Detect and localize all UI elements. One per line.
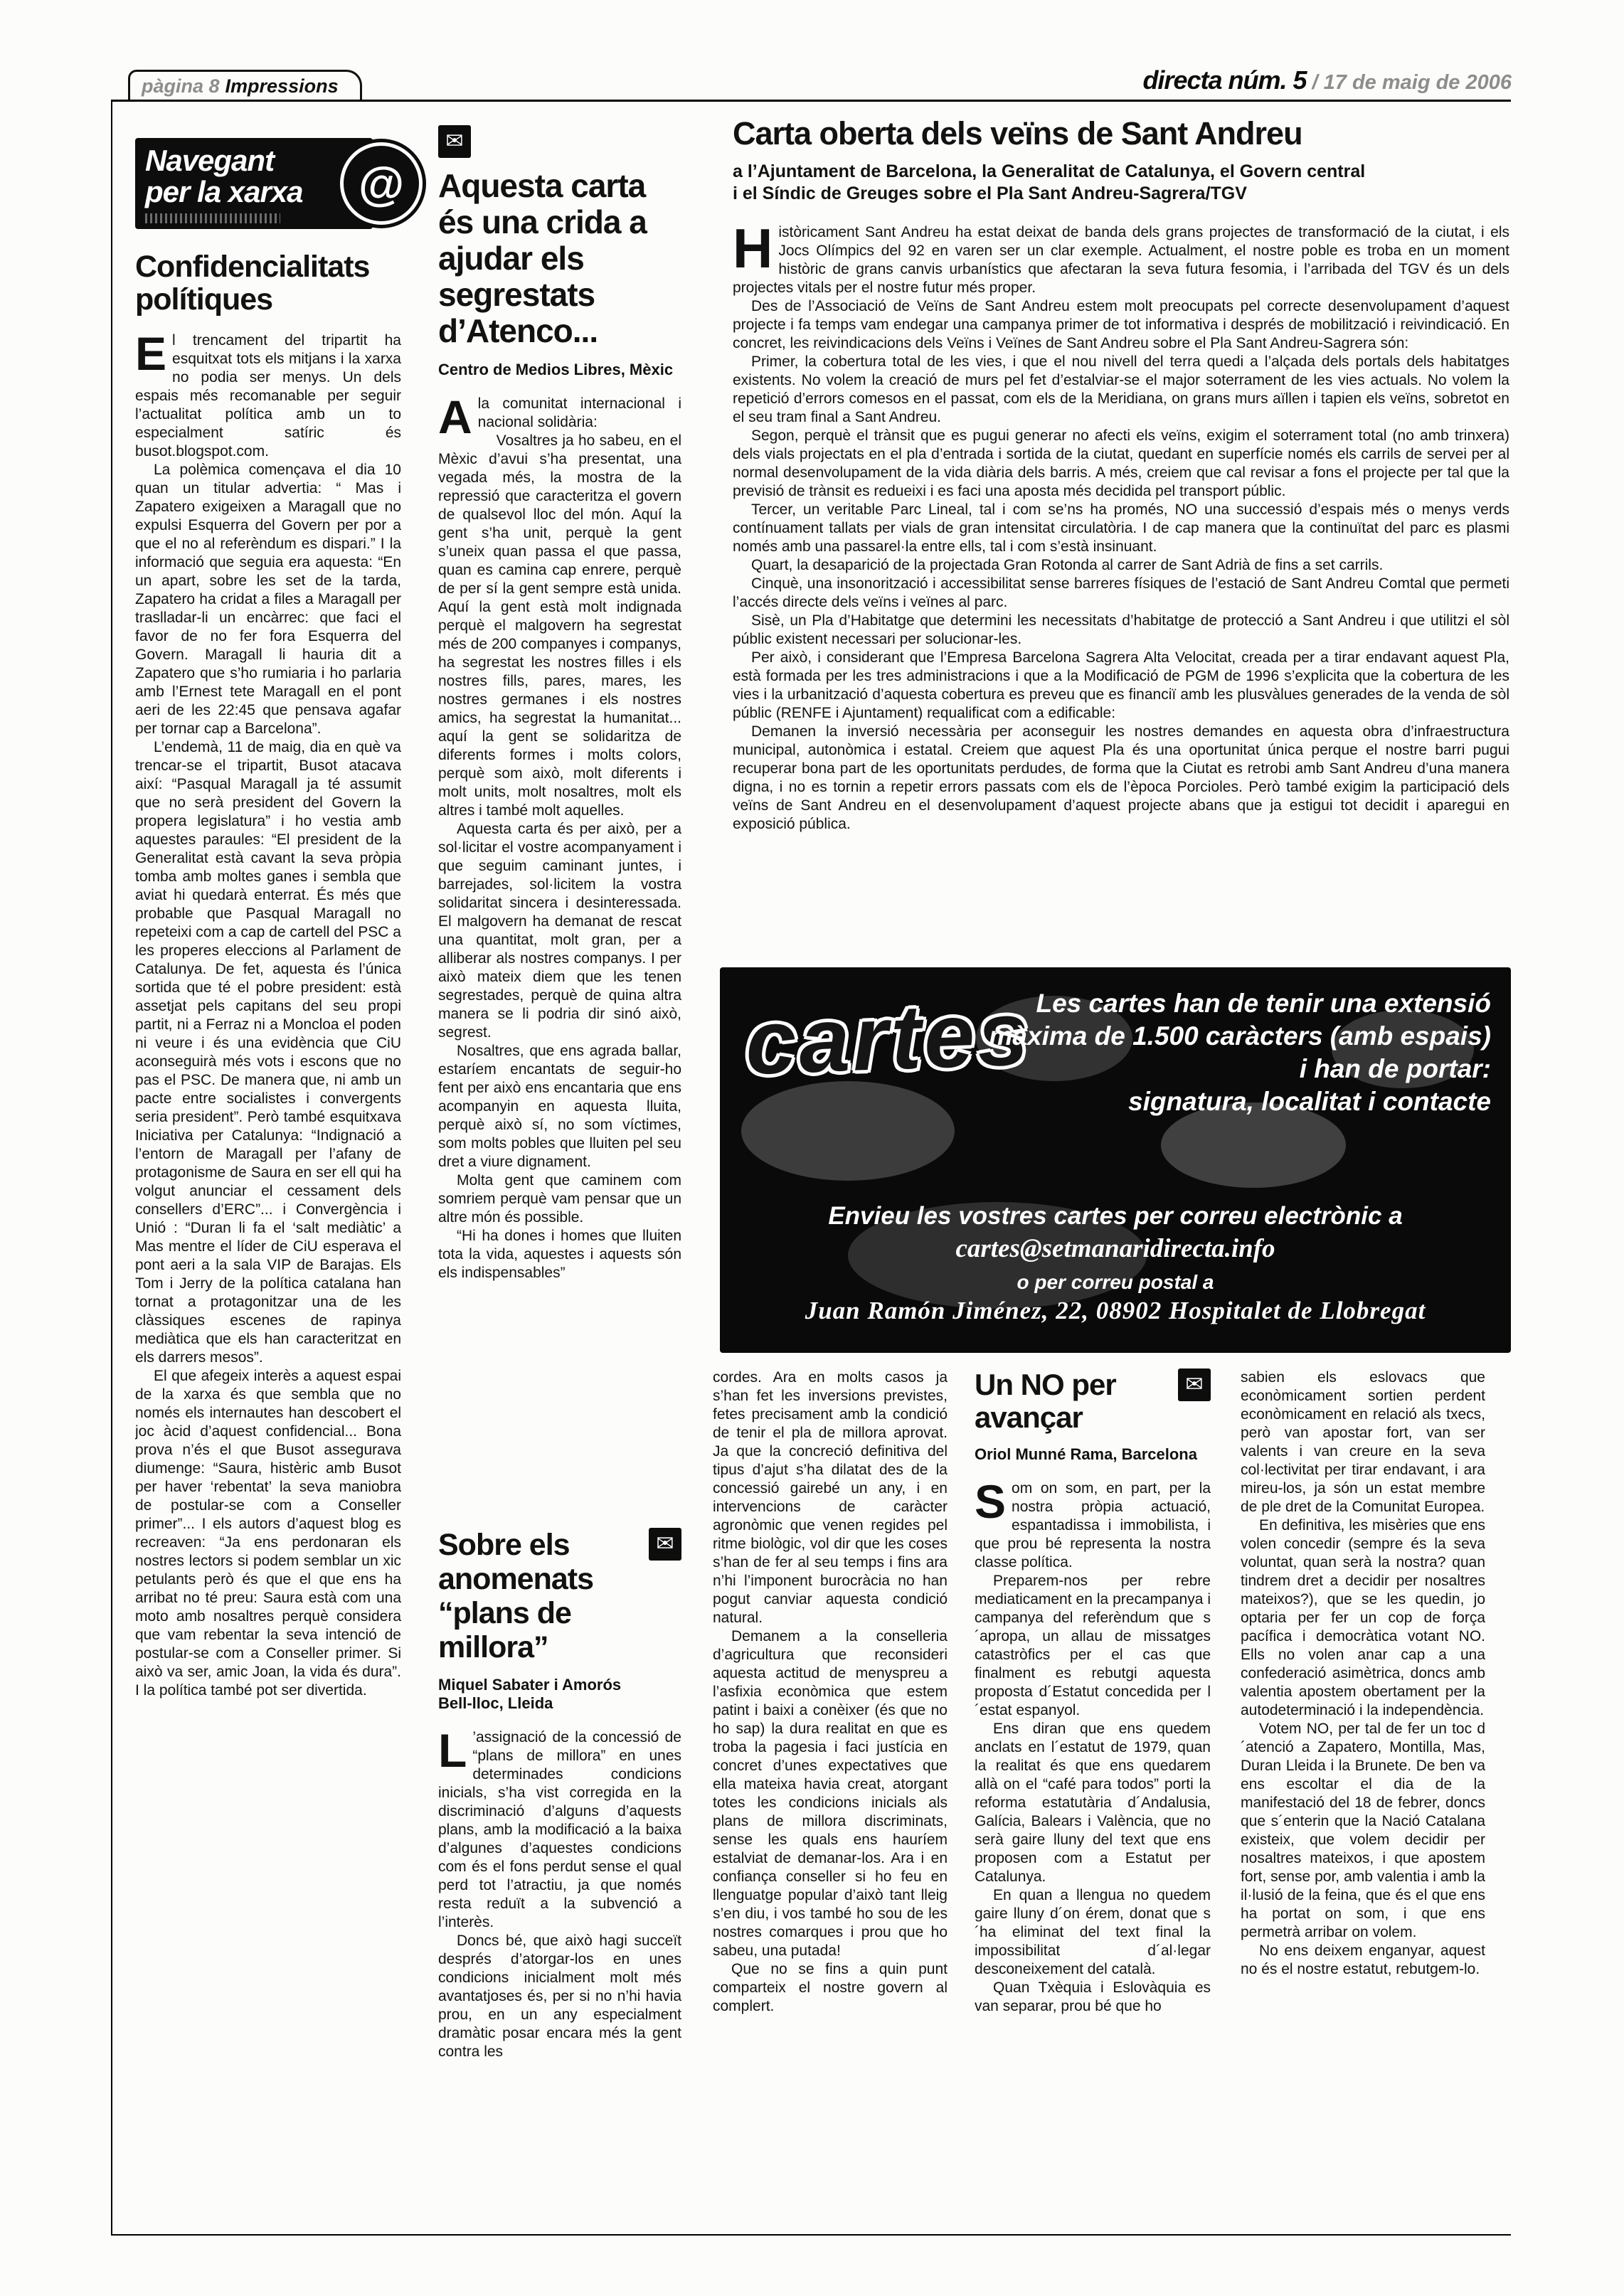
paragraph: Demanen la inversió necessària per aconseguir les nostres demandes en aquesta obra d’infraestructura municipal, autonòmica i estatal. Creiem que aquest Pla és una oportunitat única perque el nostre barri pugui recuperar bona part de les oportunitats perdudes, de forma que la Ciutat es retrobi amb Sant Andreu d’una manera digna, i no es tornin a repetir errors passats com els de l’època Porcioles. Però també exigim la participació dels veïns de Sant Andreu en el desenvolupament d’aquest projecte abans que ja estigui tot decidit i aparegui en exposició pública. — [733, 723, 1509, 832]
drop-cap: H — [733, 217, 773, 280]
subtitle-line2: i el Síndic de Greuges sobre el Pla Sant Andreu-Sagrera/TGV — [733, 184, 1247, 203]
article-plans-continuation — [713, 1368, 948, 2208]
paragraph: Preparem-nos per rebre mediaticament en la precampanya i campanya del referèndum que s´apropa, un allau de missatges catastròfics per el cas que finalment es rebutgi aquesta proposta d´Estatut concedida per l´estat espanyol. — [975, 1573, 1211, 1718]
paragraph: En quan a llengua no quedem gaire lluny d´on érem, donat que s´ha eliminat del text final la impossibilitat d´al·legar desconeixement del català. — [975, 1887, 1211, 1977]
paragraph: màxima de 1.500 caràcters (amb espais) — [989, 1021, 1491, 1051]
paragraph: Tercer, un veritable Parc Lineal, tal i com se’ns ha promés, NO una successió d’espais més o menys verds contínuament tallats per vials de gran intensitat circulatòria. I de cap manera que la continuïtat del parc es plasmi només amb una passarel·la entre ells, tal i com s’està insinuant. — [733, 501, 1509, 555]
paragraph: El que afegeix interès a aquest espai de la xarxa és que sembla que no només els internautes han descobert el joc àcid d’aquest confidencial... Bona prova n’és el que Busot assegurava diumenge: “Saura, histèric amb Busot per haver ‘rebentat’ la seva maniobra de postular-se com a Conseller primer”... I els autors d’aquest blog es recreaven: “Ja ens perdonaran els nostres lectors si podem semblar un xic petulants però és que el que ens ha arribat no té preu: Saura està com una moto amb nosaltres perquè considera que vam rebentar la seva intenció de postular-se com a Conseller primer. Si això va ser, amic Joan, la vida és dura”. I la política també pot ser divertida. — [135, 1368, 401, 1699]
article-body — [438, 1932, 681, 2061]
paragraph: Cinquè, una insonorització i accessibilitat sense barreres físiques de l’estació de Sant Andreu Comtal que permeti l’accés directe dels veïns i veïnes al parc. — [733, 575, 1509, 610]
subtitle-line1: a l’Ajuntament de Barcelona, la Generalitat de Catalunya, el Govern central — [733, 161, 1366, 181]
at-glyph: @ — [358, 157, 405, 210]
paragraph: Des de l’Associació de Veïns de Sant Andreu estem molt preocupats pel correcte desenvolupament d’aquest projecte i fa temps vam endegar una campanya primer de tot informativa i després de mobilització i reivindicació. En concret, les reivindicacions dels Veïns i Veïnes de Sant Andreu sobre el Pla Sant Andreu-Sagrera són: — [733, 298, 1509, 351]
paragraph: Aquesta carta és per això, per a sol·licitar el vostre acompanyament i que seguim caminant juntes, i barrejades, sol·licitem la vostra solidaritat sincera i desinteressada. El malgovern ha demanat de rescat una quantitat, molt gran, per a alliberar als nostres companys. I per això mateix diem que les tenen segrestades, perquè de quina altra manera se li podria dir sinó això, segrest. — [438, 821, 681, 1041]
paragraph: Primer, la cobertura total de les vies, i que el nou nivell del terra quedi a l’alçada dels portals dels habitatges existents. No volem la creació de murs pel fet d’estalviar-se el major soterrament de les vies actuals. No volem la repetició d’errors comesos en el passat, com els de la Meridiana, on grans murs aïllen i tapien els veïns, sobretot en el seu tram final a Sant Andreu. — [733, 354, 1509, 425]
byline: Oriol Munné Rama, Barcelona — [975, 1445, 1197, 1463]
article-atenco — [438, 125, 681, 1512]
article-title: Un NO per avançar — [975, 1368, 1116, 1434]
lead-text: la comunitat internacional i nacional solidària: — [477, 395, 681, 430]
paragraph: Vosaltres ja ho sabeu, en el Mèxic d’avui s’ha presentat, una vegada més, la mostra de la repressió que caracteritza el govern de qualsevol lloc del món. Aquí la gent s’ha unit, perquè la gent s’uneix quan passa el que passa, quan es camina cap enrere, perquè de per sí la gent sempre està unida. Aquí la gent està molt indignada perquè el malgovern ha segrestat més de 200 companyes i companys, ha segrestat les nostres filles i els nostres fills, pares, mares, les nostres germanes i els nostres amics, ha segrestat la humanitat... aquí la gent se solidaritza de diferents formes i molts colors, perquè som això, molt diferents i molt units, molt nosaltres, molt els altres i també molt aquelles. — [438, 432, 681, 819]
paragraph: Quart, la desaparició de la projectada Gran Rotonda al carrer de Sant Adrià de fins a set carrils. — [751, 557, 1384, 573]
article-title: Carta oberta dels veïns de Sant Andreu — [733, 117, 1302, 152]
paragraph: Doncs bé, que això hagi succeït després d’atorgar-los en unes condicions inicialment molt més avantatjoses és, per si no n’hi havia prou, en un any especialment dramàtic posar encara més la gent contra les — [438, 1933, 681, 2060]
article-sant-andreu — [733, 117, 1509, 964]
drop-cap: E — [135, 327, 167, 380]
article-body — [1241, 1368, 1485, 1979]
article-body — [733, 297, 1509, 834]
envelope-glyph: ✉ — [1185, 1373, 1204, 1396]
paragraph: Molta gent que caminem com somriem perquè vam pensar que un altre món és possible. — [438, 1172, 681, 1226]
section-name: Impressions — [225, 75, 339, 97]
cartes-send-info — [720, 1202, 1511, 1325]
postal-instruction: o per correu postal a — [1017, 1271, 1214, 1293]
publication-title: directa núm. 5 — [1142, 65, 1307, 95]
paragraph: Nosaltres, que ens agrada ballar, estaríem encantats de seguir-ho fent per això ens encantaria que ens acompanyin en aquesta lluita, perquè això sí, no som víctimes, som molts pobles que lluiten pel seu dret a viure dignament. — [438, 1043, 681, 1170]
lead-paragraph — [733, 217, 1509, 297]
drop-cap: S — [975, 1475, 1007, 1528]
byline: Centro de Medios Libres, Mèxic — [438, 361, 674, 378]
article-un-no-per-avancar — [975, 1368, 1211, 2208]
article-body — [135, 461, 401, 1700]
article-title: Sobre els anomenats “plans de millora” — [438, 1528, 594, 1664]
lead-paragraph — [975, 1475, 1211, 1572]
article-no-continuation — [1241, 1368, 1485, 2208]
lead-text: om on som, en part, per la nostra pròpia actuació, espantadissa i immobilista, i que prou bé representa la nostra classe política. — [975, 1480, 1211, 1570]
paragraph: No ens deixem enganyar, aquest no és el nostre estatut, rebutgem-lo. — [1241, 1942, 1485, 1977]
camo-blob — [741, 1081, 955, 1181]
paragraph: Per això, i considerant que l’Empresa Barcelona Sagrera Alta Velocitat, creada per a tirar endavant aquest Pla, està formada per les tres administracions i que a la Modificació de PGM de 1996 s’explicita que la cobertura de les vies i la urbanització d’aquesta cobertura es preveu que es financiï amb les plusvàlues generades de la venda de sòl públic (RENFE i Ajuntament) requalificat com a edificable: — [733, 649, 1509, 721]
envelope-glyph: ✉ — [445, 129, 464, 153]
lead-paragraph — [438, 390, 681, 443]
at-icon — [340, 142, 423, 225]
paragraph: signatura, localitat i contacte — [1128, 1087, 1491, 1116]
postal-address: Juan Ramón Jiménez, 22, 08902 Hospitalet de Llobregat — [805, 1297, 1426, 1324]
drop-cap: A — [438, 390, 472, 443]
paragraph: Segon, perquè el trànsit que es pugui generar no afecti els veïns, exigim el soterrament total (no amb trinxera) dels vials projectats en el pla d’entrada i sortida de la ciutat, quedant en superfície només els carrils de servei per al normal desenvolupament de la vida diària dels barris. A més, creiem que cal revisar a fons el projecte per tal que la previsió de trànsit es redueixi i es faci una aposta més decidida pel transport públic. — [733, 427, 1509, 499]
lead-text: ’assignació de la concessió de “plans de millora” en unes determinades condicions inicials, s’ha vist corregida en la discriminació d’alguns d’aquests plans, amb la modificació a la baixa d’algunes d’aquestes condicions com és el fons perdut sense el qual perd tot l’atractiu, ja que només resta reduït a la subvenció a l’interès. — [438, 1729, 681, 1930]
page-section-tab — [128, 70, 362, 100]
byline-author: Miquel Sabater i Amorós — [438, 1676, 622, 1694]
page-number-label: pàgina 8 — [142, 75, 220, 97]
paragraph: Que no se fins a quin punt comparteix el nostre govern al complert. — [713, 1961, 948, 2014]
navegant-per-la-xarxa-logo — [135, 138, 405, 229]
logo-text-line2: per la xarxa — [145, 175, 303, 208]
article-plans-de-millora — [438, 1528, 681, 2205]
paragraph: Ens diran que ens quedem anclats en l´estatut de 1979, quan la realitat és que ens quedarem allà on el “café para todos” porti la reforma estatutària d´Andalusia, Galícia, Balears i València, que no serà gaire lluny del text que ens proposen com a Estatut per Catalunya. — [975, 1721, 1211, 1885]
lead-text: istòricament Sant Andreu ha estat deixat de banda dels grans projectes de transformació de la ciutat, i els Jocs Olímpics del 92 en varen ser un clar exemple. Actualment, el nostre poble es troba en un moment històric de grans canvis urbanístics que afectaran la seva futura fesomia, i l’arribada del TGV és un dels projectes vitals per el nostre futur més proper. — [733, 224, 1509, 296]
article-title: Aquesta carta és una crida a ajudar els segrestats d’Atenco... — [438, 167, 647, 349]
email-address: cartes@setmanaridirecta.info — [955, 1234, 1275, 1263]
logo-decoration — [145, 213, 280, 223]
paragraph: Quan Txèquia i Eslovàquia es van separar, prou bé que ho — [975, 1979, 1211, 2014]
paragraph: Votem NO, per tal de fer un toc d´atenció a Zapatero, Montilla, Mas, Duran Lleida i la Brunete. De ben va ens escoltar el dia de la manifestació del 18 de febrer, doncs que s´enterin que la Nació Catalana existeix, que volem decidir per nosaltres mateixos, i que apostem fort, sense por, amb valentia i amb la il·lusió de la feina, que és el que ens ha portat on som, i que ens permetrà arribar on volem. — [1241, 1721, 1485, 1940]
cartes-notice — [989, 987, 1491, 1118]
cartes-graffiti-title: cartes — [743, 982, 1033, 1094]
article-body — [713, 1368, 948, 2016]
paragraph: Les cartes han de tenir una extensió — [1036, 989, 1491, 1018]
paragraph: i han de portar: — [1299, 1054, 1491, 1083]
paragraph: “Hi ha dones i homes que lluiten tota la vida, aquestes i aquests són els indispensables” — [438, 1228, 681, 1281]
byline-place: Bell-lloc, Lleida — [438, 1694, 553, 1712]
paragraph: En definitiva, les misèries que ens volen concedir (sempre és la seva voluntat, quan serà la nostra? quan tindrem dret a decidir per nosaltres mateixos?), que se les quedin, jo optaria per fer un cop de força pacífica i democràtica votant NO. Ells no volen anar cap a una confederació asimètrica, doncs amb valentia apostem obertament per la autodeterminació i la independència. — [1241, 1517, 1485, 1718]
article-body — [438, 432, 681, 1282]
logo-text-line1: Navegant — [145, 144, 275, 177]
paragraph: L’endemà, 11 de maig, dia en què va trencar-se el tripartit, Busot atacava així: “Pasqual Maragall ja té assumit que no serà president del Govern la propera legislatura” i ho vestia amb aquestes paraules: “El president de la Generalitat està cavant la seva pròpia tomba amb moltes ganes i sembla que aviat hi quedarà enterrat. És més que probable que Pasqual Maragall no repeteixi com a cap de cartell del PSC a les properes eleccions al Parlament de Catalunya. De fet, aquesta és l’única sortida que té el pobre president: està assetjat pels capitans del seu propi partit, ni a Ferraz ni a Moncloa el poden ni veure i és una evidència que CiU aconseguirà més vots i escons que no pas el PSC. De manera que, ni amb un pacte entre socialistes i convergents seria president”. Però també esquitxava Iniciativa per Catalunya: “Indignació a l’entorn de Maragall per l’afany de protagonisme de Saura en ser ell qui ha volgut anunciar el cessament dels consellers d’ERC”... i Convergència i Unió : “Duran li fa el ‘salt mediàtic’ a Mas mentre el líder de CiU esperava el pont aeri a la sala VIP de Barajas. Els Tom i Jerry de la política catalana han tornat a protagonitzar una de les clàssiques escenes de rapinya mediàtica que els han caracteritzat en els darrers mesos”. — [135, 739, 401, 1366]
paragraph: cordes. Ara en molts casos ja s’han fet les inversions previstes, fetes precisament amb la condició de tenir el pla de millora aprovat. Ja que la concreció definitiva del tipus d’ajut s’ha dilatat des de la concessió gairebé un any, i en intervencions de caràcter agronòmic que venen regides pel ritme biològic, vol dir que les coses s’han de fer al seu temps i fins ara n’hi l’imponent burocràcia no han pogut canviar aquesta condició natural. — [713, 1369, 948, 1626]
article-title: Confidencialitats polítiques — [135, 250, 370, 317]
lead-text: l trencament del tripartit ha esquitxat tots els mitjans i la xarxa no podia ser menys. Un dels espais més recomanable per seguir l’actualitat política amb un to especialment satíric és busot.blogspot.com. — [135, 332, 401, 459]
letter-envelope-icon — [649, 1528, 681, 1561]
article-confidencialitats — [135, 250, 401, 2206]
letter-envelope-icon — [1178, 1368, 1211, 1401]
paragraph: La polèmica començava el dia 10 quan un titular advertia: “ Mas i Zapatero exigeixen a Maragall que no expulsi Esquerra del Govern per por a que el no al referèndum es dispari.” I la informació que seguia era aquesta: “En un apart, sobre les set de la tarda, Zapatero ha cridat a files a Maragall per traslladar-li un encàrrec: que faci el favor de no fer fora Esquerra del Govern. Maragall li hauria dit a Zapatero que s’ho rumiaria i ho parlaria amb l’Ernest tete Maragall en el pont aeri de les 22:45 que pensava agafar per tornar cap a Barcelona”. — [135, 462, 401, 737]
envelope-glyph: ✉ — [656, 1532, 674, 1556]
paragraph: Sisè, un Pla d’Habitatge que determini les necessitats d’habitatge de protecció a Sant Andreu i que utilitzi el sòl públic existent necessari per solucionar-les. — [733, 612, 1509, 647]
masthead — [1142, 65, 1512, 95]
drop-cap: L — [438, 1724, 467, 1777]
send-instruction: Envieu les vostres cartes per correu electrònic a — [828, 1202, 1403, 1230]
article-body — [975, 1572, 1211, 2016]
byline — [438, 1676, 681, 1713]
paragraph: Demanem a la conselleria d’agricultura que reconsideri aquesta actitud de menyspreu a l’asfixia econòmica que estem patint i baixi a conèixer (és que no ho sap) la dura realitat en que es troba la pagesia i faci justícia en concret d’unes expectatives que ella mateixa havia creat, atorgant totes les condicions inicials als plans de millora discriminats, sense les quals ens hauríem estalviat de demanar-los. Ara i en confiança conseller si ho feu en llenguatge popular d’això tant lleig s’en diu, i vos també ho sou de les nostres comarques i prou que ho sabeu, una putada! — [713, 1628, 948, 1959]
article-subtitle — [733, 161, 1509, 205]
letter-envelope-icon — [438, 125, 471, 158]
lead-paragraph — [135, 327, 401, 461]
paragraph: sabien els eslovacs que econòmicament sortien perdent econòmicament en relació als txecs, però van apostar fort, van ser valents i van creure en la seva col·lectivitat per tirar endavant, i ara mireu-los, ja són un estat membre de ple dret de la Comunitat Europea. — [1241, 1369, 1485, 1515]
lead-paragraph — [438, 1724, 681, 1932]
issue-date: / 17 de maig de 2006 — [1312, 71, 1512, 94]
cartes-box — [720, 967, 1511, 1353]
